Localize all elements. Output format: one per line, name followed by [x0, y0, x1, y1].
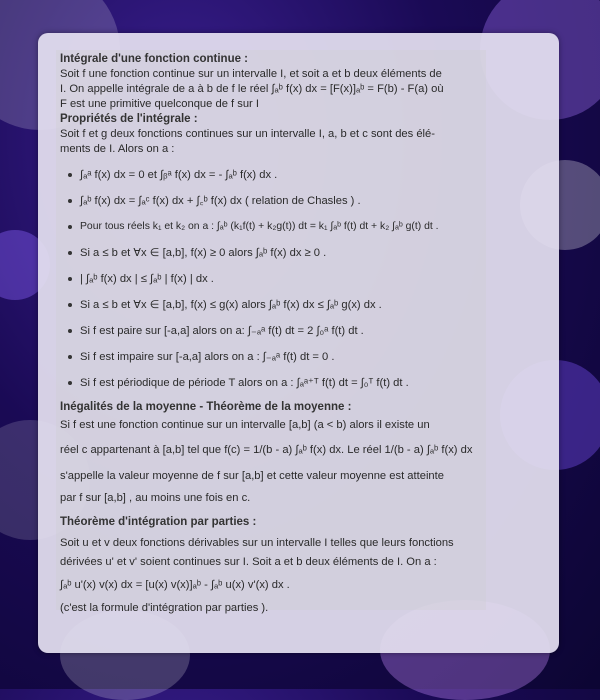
property-item: Si f est impaire sur [-a,a] alors on a : ∫₋ₐᵃ f(t) dt = 0 . — [60, 344, 490, 370]
formula-line: ∫ₐᵇ u'(x) v(x) dx = [u(x) v(x)]ₐᵇ - ∫ₐᵇ u(x) v'(x) dx . — [60, 579, 290, 591]
text-line: Soit f et g deux fonctions continues sur un intervalle I, a, b et c sont des élé- — [60, 128, 435, 140]
property-item: Si a ≤ b et ∀x ∈ [a,b], f(x) ≤ g(x) alors ∫ₐᵇ f(x) dx ≤ ∫ₐᵇ g(x) dx . — [60, 292, 490, 318]
property-item: ∫ₐᵃ f(x) dx = 0 et ∫ᵦᵃ f(x) dx = - ∫ₐᵇ f(x) dx . — [60, 162, 490, 188]
property-item: Si f est périodique de période T alors on a : ∫ₐᵃ⁺ᵀ f(t) dt = ∫₀ᵀ f(t) dt . — [60, 370, 490, 396]
property-item: Si a ≤ b et ∀x ∈ [a,b], f(x) ≥ 0 alors ∫ₐᵇ f(x) dx ≥ 0 . — [60, 240, 490, 266]
text-line: dérivées u' et v' soient continues sur I. Soit a et b deux éléments de I. On a : — [60, 556, 437, 568]
property-item: | ∫ₐᵇ f(x) dx | ≤ ∫ₐᵇ | f(x) | dx . — [60, 266, 490, 292]
text-line: par f sur [a,b] , au moins une fois en c. — [60, 492, 251, 504]
text-line: Soit f une fonction continue sur un intervalle I, et soit a et b deux éléments de — [60, 68, 442, 80]
section-title-integral: Intégrale d'une fonction continue : — [60, 53, 249, 65]
section-title-properties: Propriétés de l'intégrale : — [60, 113, 198, 125]
properties-intro — [60, 127, 490, 157]
text-line: F est une primitive quelconque de f sur I — [60, 98, 259, 110]
mean-theorem — [60, 415, 490, 509]
text-line: (c'est la formule d'intégration par parties ). — [60, 602, 269, 614]
section-title-mean: Inégalités de la moyenne - Théorème de la moyenne : — [60, 401, 352, 413]
text-line: Soit u et v deux fonctions dérivables sur un intervalle I telles que leurs fonctions — [60, 537, 454, 549]
text-line: réel c appartenant à [a,b] tel que f(c) = 1/(b - a) ∫ₐᵇ f(x) dx. Le réel 1/(b - a) ∫ₐᵇ f(x) dx — [60, 444, 473, 456]
property-item: Si f est paire sur [-a,a] alors on a: ∫₋ₐᵃ f(t) dt = 2 ∫₀ᵃ f(t) dt . — [60, 318, 490, 344]
text-line: ments de I. Alors on a : — [60, 143, 175, 155]
math-document — [60, 52, 490, 618]
integration-by-parts — [60, 534, 490, 618]
text-line: Si f est une fonction continue sur un intervalle [a,b] (a < b) alors il existe un — [60, 419, 430, 431]
integral-definition — [60, 67, 490, 112]
section-title-parts: Théorème d'intégration par parties : — [60, 516, 257, 528]
properties-list — [60, 162, 490, 396]
property-item: ∫ₐᵇ f(x) dx = ∫ₐᶜ f(x) dx + ∫꜀ᵇ f(x) dx ( relation de Chasles ) . — [60, 188, 490, 214]
text-line: s'appelle la valeur moyenne de f sur [a,b] et cette valeur moyenne est atteinte — [60, 470, 444, 482]
property-item: Pour tous réels k₁ et k₂ on a : ∫ₐᵇ (k₁f(t) + k₂g(t)) dt = k₁ ∫ₐᵇ f(t) dt + k₂ ∫ₐᵇ g(t) dt . — [60, 214, 490, 240]
text-line: I. On appelle intégrale de a à b de f le réel ∫ₐᵇ f(x) dx = [F(x)]ₐᵇ = F(b) - F(a) où — [60, 83, 444, 95]
